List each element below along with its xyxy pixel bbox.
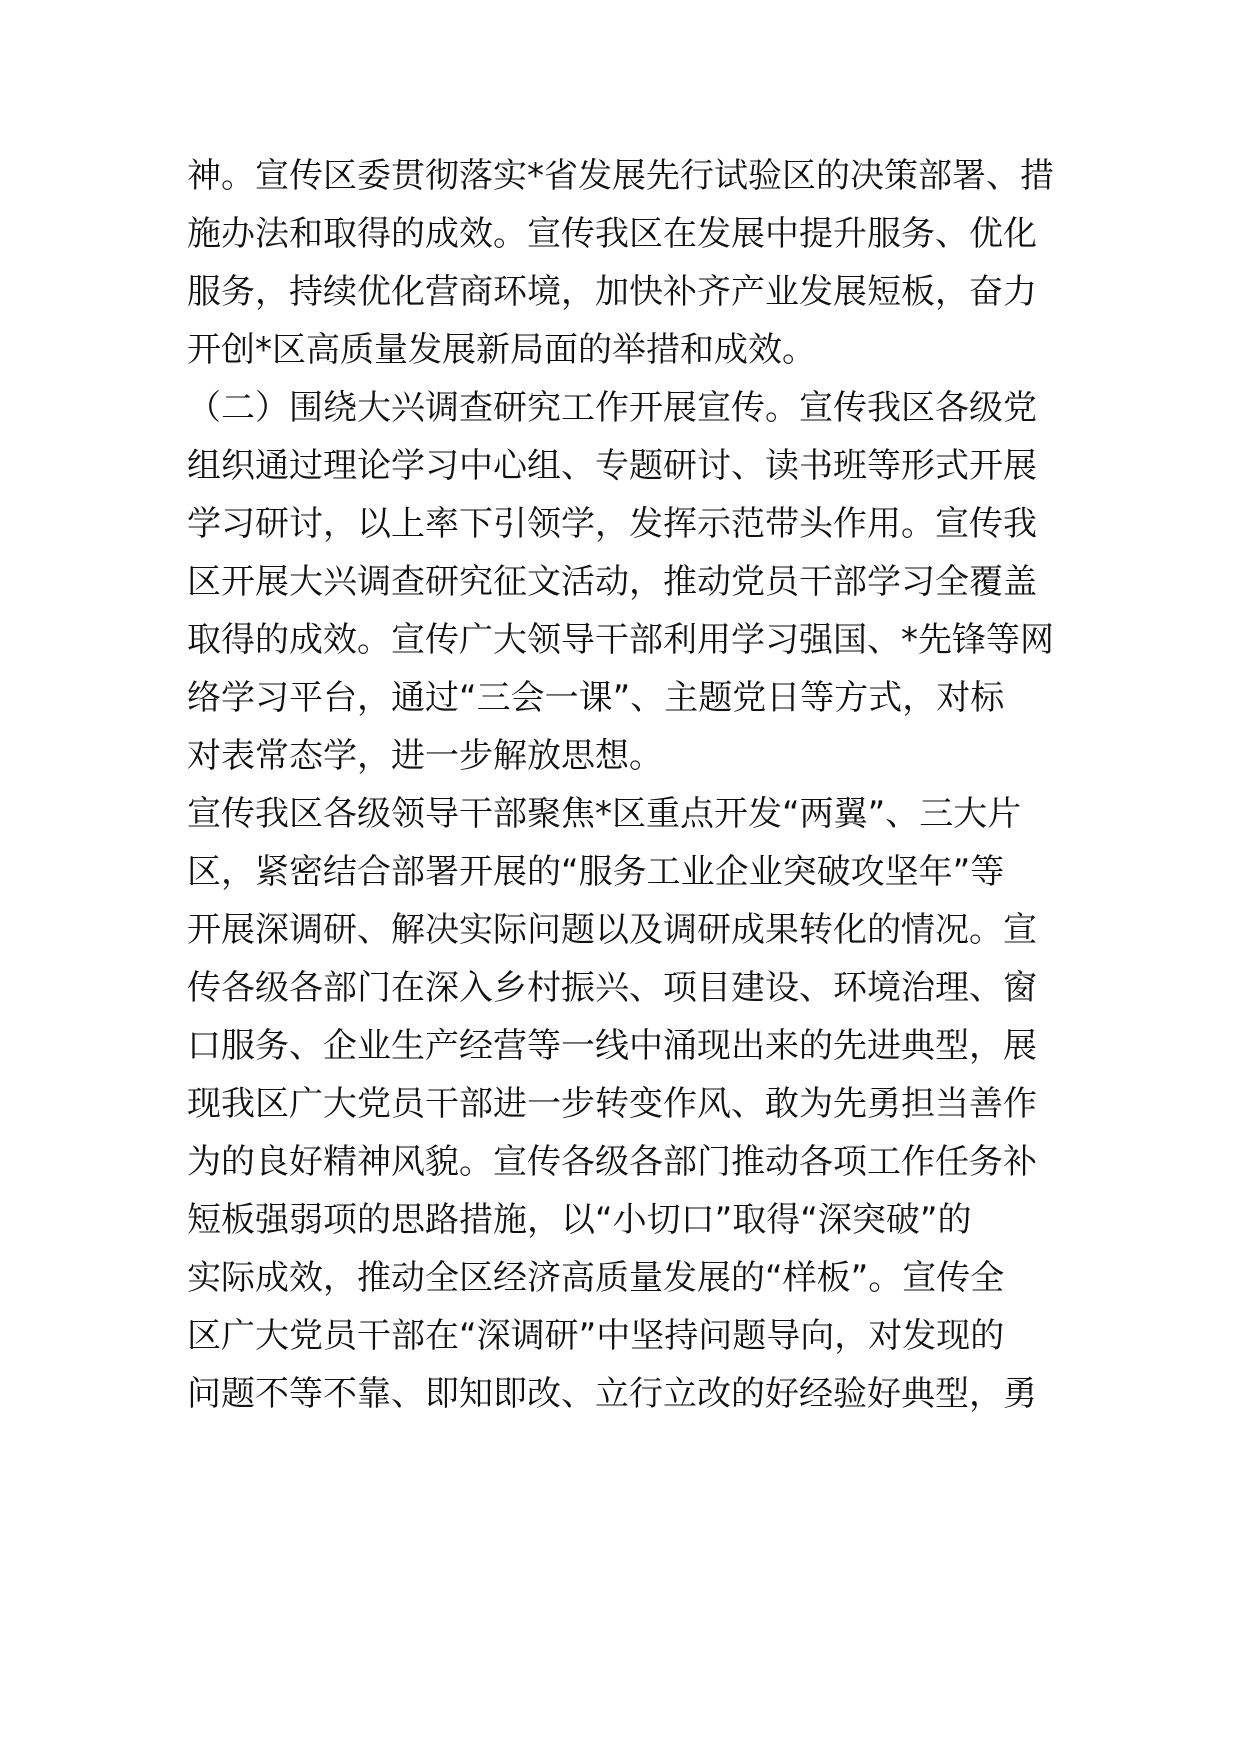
text-line: 开创*区高质量发展新局面的举措和成效。: [187, 330, 816, 370]
text-line: 现我区广大党员干部进一步转变作风、敢为先勇担当善作: [187, 1084, 1037, 1124]
text-line: （二）围绕大兴调查研究工作开展宣传。宣传我区各级党: [187, 388, 1037, 428]
text-line: 服务，持续优化营商环境，加快补齐产业发展短板，奋力: [187, 272, 1037, 312]
text-line: 学习研讨，以上率下引领学，发挥示范带头作用。宣传我: [187, 504, 1037, 544]
text-line: 施办法和取得的成效。宣传我区在发展中提升服务、优化: [187, 214, 1037, 254]
text-line: 传各级各部门在深入乡村振兴、项目建设、环境治理、窗: [187, 968, 1037, 1008]
text-line: 对表常态学，进一步解放思想。: [187, 736, 663, 776]
text-line: 区开展大兴调查研究征文活动，推动党员干部学习全覆盖: [187, 562, 1037, 602]
text-line: 宣传我区各级领导干部聚焦*区重点开发“两翼”、三大片: [187, 794, 1022, 834]
text-line: 神。宣传区委贯彻落实*省发展先行试验区的决策部署、措: [187, 156, 1054, 196]
text-line: 实际成效，推动全区经济高质量发展的“样板”。宣传全: [187, 1258, 1005, 1298]
text-line: 开展深调研、解决实际问题以及调研成果转化的情况。宣: [187, 910, 1037, 950]
text-line: 取得的成效。宣传广大领导干部利用学习强国、*先锋等网: [187, 620, 1054, 660]
text-line: 为的良好精神风貌。宣传各级各部门推动各项工作任务补: [187, 1142, 1037, 1182]
text-line: 短板强弱项的思路措施，以“小切口”取得“深突破”的: [187, 1200, 972, 1240]
text-line: 区，紧密结合部署开展的“服务工业企业突破攻坚年”等: [187, 852, 1005, 892]
text-line: 组织通过理论学习中心组、专题研讨、读书班等形式开展: [187, 446, 1037, 486]
text-line: 问题不等不靠、即知即改、立行立改的好经验好典型，勇: [187, 1374, 1037, 1414]
text-line: 区广大党员干部在“深调研”中坚持问题导向，对发现的: [187, 1316, 1005, 1356]
text-line: 络学习平台，通过“三会一课”、主题党日等方式，对标: [187, 678, 1005, 718]
text-line: 口服务、企业生产经营等一线中涌现出来的先进典型，展: [187, 1026, 1037, 1066]
